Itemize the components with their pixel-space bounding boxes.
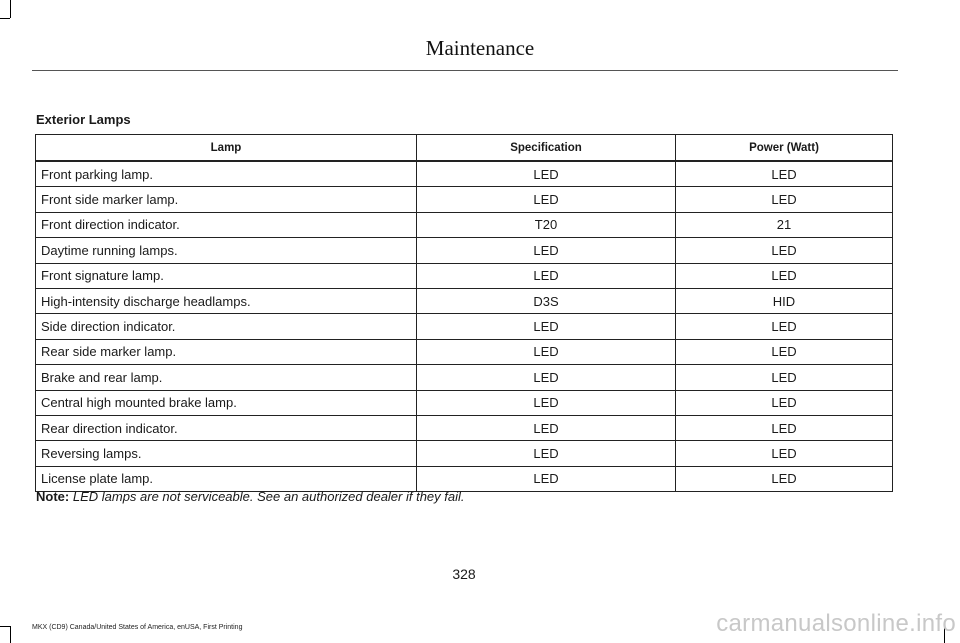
crop-mark-bottom-left-vertical — [10, 626, 11, 643]
table-row — [36, 339, 893, 364]
table-row — [36, 365, 893, 390]
lamp-cell: Reversing lamps. — [36, 441, 417, 466]
note-label: Note: — [36, 489, 70, 504]
specification-cell: LED — [417, 390, 676, 415]
power-cell: LED — [676, 263, 893, 288]
watermark: carmanualsonline.info — [716, 610, 956, 637]
column-header-lamp: Lamp — [36, 135, 417, 162]
table-row — [36, 263, 893, 288]
note — [36, 489, 465, 504]
specification-cell: D3S — [417, 288, 676, 313]
table-row — [36, 212, 893, 237]
power-cell: LED — [676, 238, 893, 263]
specification-cell: T20 — [417, 212, 676, 237]
power-cell: 21 — [676, 212, 893, 237]
specification-cell: LED — [417, 415, 676, 440]
crop-mark-bottom-left-horizontal — [0, 626, 10, 627]
lamp-cell: Front direction indicator. — [36, 212, 417, 237]
power-cell: LED — [676, 415, 893, 440]
table-row — [36, 466, 893, 491]
power-cell: LED — [676, 314, 893, 339]
lamp-cell: High-intensity discharge headlamps. — [36, 288, 417, 313]
crop-mark-top-left-vertical — [10, 0, 11, 18]
lamp-cell: Brake and rear lamp. — [36, 365, 417, 390]
page-title: Maintenance — [425, 36, 535, 60]
exterior-lamps-table — [35, 134, 893, 492]
specification-cell: LED — [417, 466, 676, 491]
specification-cell: LED — [417, 441, 676, 466]
note-text: LED lamps are not serviceable. See an authorized dealer if they fail. — [72, 489, 465, 504]
lamp-cell: Central high mounted brake lamp. — [36, 390, 417, 415]
lamp-cell: Rear direction indicator. — [36, 415, 417, 440]
power-cell: LED — [676, 187, 893, 212]
specification-cell: LED — [417, 187, 676, 212]
table-row — [36, 161, 893, 187]
table-row — [36, 238, 893, 263]
table-header-row — [36, 135, 893, 162]
lamp-cell: Front signature lamp. — [36, 263, 417, 288]
lamp-cell: Side direction indicator. — [36, 314, 417, 339]
specification-cell: LED — [417, 161, 676, 187]
power-cell: LED — [676, 161, 893, 187]
lamp-cell: Front side marker lamp. — [36, 187, 417, 212]
table-row — [36, 390, 893, 415]
specification-cell: LED — [417, 339, 676, 364]
lamp-cell: Front parking lamp. — [36, 161, 417, 187]
power-cell: LED — [676, 390, 893, 415]
column-header-specification: Specification — [417, 135, 676, 162]
edition-footer: MKX (CD9) Canada/United States of America, enUSA, First Printing — [32, 624, 243, 631]
power-cell: LED — [676, 339, 893, 364]
title-divider — [32, 70, 898, 71]
table-row — [36, 288, 893, 313]
table-row — [36, 415, 893, 440]
lamp-cell: Daytime running lamps. — [36, 238, 417, 263]
table-row — [36, 441, 893, 466]
power-cell: LED — [676, 466, 893, 491]
power-cell: LED — [676, 441, 893, 466]
crop-mark-top-left-horizontal — [0, 18, 10, 19]
table-row — [36, 187, 893, 212]
lamp-cell: License plate lamp. — [36, 466, 417, 491]
lamp-cell: Rear side marker lamp. — [36, 339, 417, 364]
specification-cell: LED — [417, 238, 676, 263]
table-row — [36, 314, 893, 339]
specification-cell: LED — [417, 314, 676, 339]
specification-cell: LED — [417, 365, 676, 390]
power-cell: HID — [676, 288, 893, 313]
page-number: 328 — [452, 566, 476, 582]
column-header-power: Power (Watt) — [676, 135, 893, 162]
power-cell: LED — [676, 365, 893, 390]
section-heading: Exterior Lamps — [36, 112, 131, 127]
specification-cell: LED — [417, 263, 676, 288]
